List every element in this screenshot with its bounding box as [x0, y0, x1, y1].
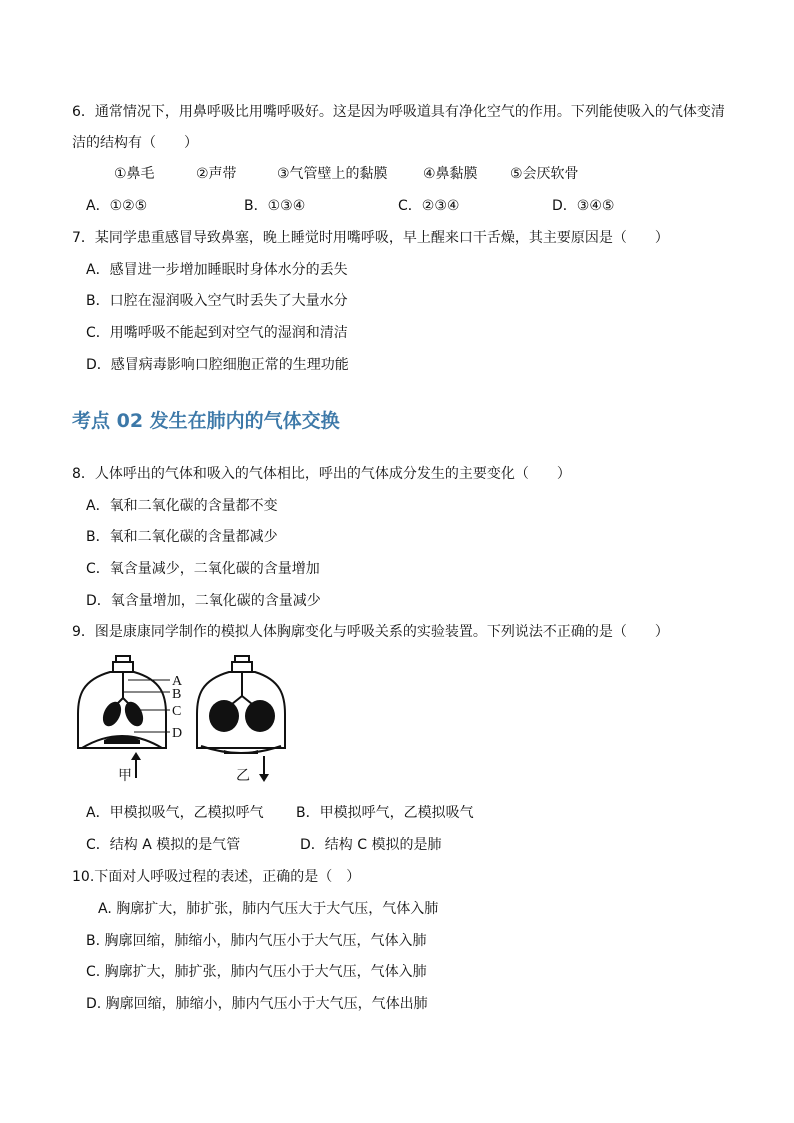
q7-option-a: A．感冒进一步增加睡眠时身体水分的丢失 [86, 262, 348, 278]
q7-option-d: D．感冒病毒影响口腔细胞正常的生理功能 [86, 357, 349, 373]
q6-option-b: B．①③④ [244, 198, 306, 214]
q10-option-c: C. 胸廓扩大，肺扩张，肺内气压小于大气压，气体入肺 [86, 964, 427, 980]
section-heading: 考点 02 发生在肺内的气体交换 [72, 410, 340, 432]
figure-caption-right: 乙 [236, 768, 250, 784]
right-stopper [232, 662, 252, 672]
q8-option-c: C．氧含量减少，二氧化碳的含量增加 [86, 561, 320, 577]
left-lung-right [121, 699, 146, 729]
q7-option-b: B．口腔在湿润吸入空气时丢失了大量水分 [86, 293, 348, 309]
q10-option-b: B. 胸廓回缩，肺缩小，肺内气压小于大气压，气体入肺 [86, 933, 427, 949]
bell-jar-model-figure [74, 652, 294, 784]
q10-stem: 10.下面对人呼吸过程的表述，正确的是（ ） [72, 869, 361, 885]
q6-stem-line1: 6．通常情况下，用鼻呼吸比用嘴呼吸好。这是因为呼吸道具有净化空气的作用。下列能使吸入的气体变清 [72, 104, 725, 120]
q9-option-c: C．结构 A 模拟的是气管 [86, 837, 241, 853]
q6-item-2: ②声带 [196, 166, 237, 182]
figure-label-d: D [172, 726, 183, 741]
q8-option-b: B．氧和二氧化碳的含量都减少 [86, 529, 278, 545]
figure-label-b: B [172, 687, 182, 702]
q6-item-3: ③气管壁上的黏膜 [277, 166, 388, 182]
q9-stem: 9．图是康康同学制作的模拟人体胸廓变化与呼吸关系的实验装置。下列说法不正确的是（ ） [72, 624, 669, 640]
right-lung-right [245, 700, 275, 732]
q8-option-a: A．氧和二氧化碳的含量都不变 [86, 498, 278, 514]
figure-label-c: C [172, 704, 182, 719]
q6-option-d: D．③④⑤ [552, 198, 615, 214]
figure-label-a: A [172, 674, 183, 689]
q9-option-b: B．甲模拟呼气，乙模拟吸气 [296, 805, 474, 821]
right-bronchus-r [242, 696, 252, 704]
q9-option-a: A．甲模拟吸气，乙模拟呼气 [86, 805, 264, 821]
right-bronchus-l [232, 696, 242, 704]
q10-option-a: A. 胸廓扩大，肺扩张，肺内气压大于大气压，气体入肺 [98, 901, 439, 917]
figure-caption-left: 甲 [118, 768, 132, 784]
left-up-arrow-head [131, 752, 141, 760]
q10-option-d: D. 胸廓回缩，肺缩小，肺内气压小于大气压，气体出肺 [86, 996, 428, 1012]
q9-option-d: D．结构 C 模拟的是肺 [300, 837, 442, 853]
q6-item-1: ①鼻毛 [114, 166, 155, 182]
bell-jar-diagram [74, 652, 294, 784]
left-lung-left [99, 699, 124, 729]
right-lung-left [209, 700, 239, 732]
q6-stem-line2: 洁的结构有（ ） [72, 135, 198, 151]
left-stopper [113, 662, 133, 672]
q6-item-4: ④鼻黏膜 [423, 166, 478, 182]
q6-option-c: C．②③④ [398, 198, 460, 214]
right-down-arrow-head [259, 774, 269, 782]
q8-stem: 8．人体呼出的气体和吸入的气体相比，呼出的气体成分发生的主要变化（ ） [72, 466, 571, 482]
q7-stem: 7．某同学患重感冒导致鼻塞，晚上睡觉时用嘴呼吸，早上醒来口干舌燥，其主要原因是（ ） [72, 230, 669, 246]
q8-option-d: D．氧含量增加，二氧化碳的含量减少 [86, 593, 321, 609]
q6-option-a: A．①②⑤ [86, 198, 148, 214]
q6-item-5: ⑤会厌软骨 [510, 166, 579, 182]
q7-option-c: C．用嘴呼吸不能起到对空气的湿润和清洁 [86, 325, 348, 341]
